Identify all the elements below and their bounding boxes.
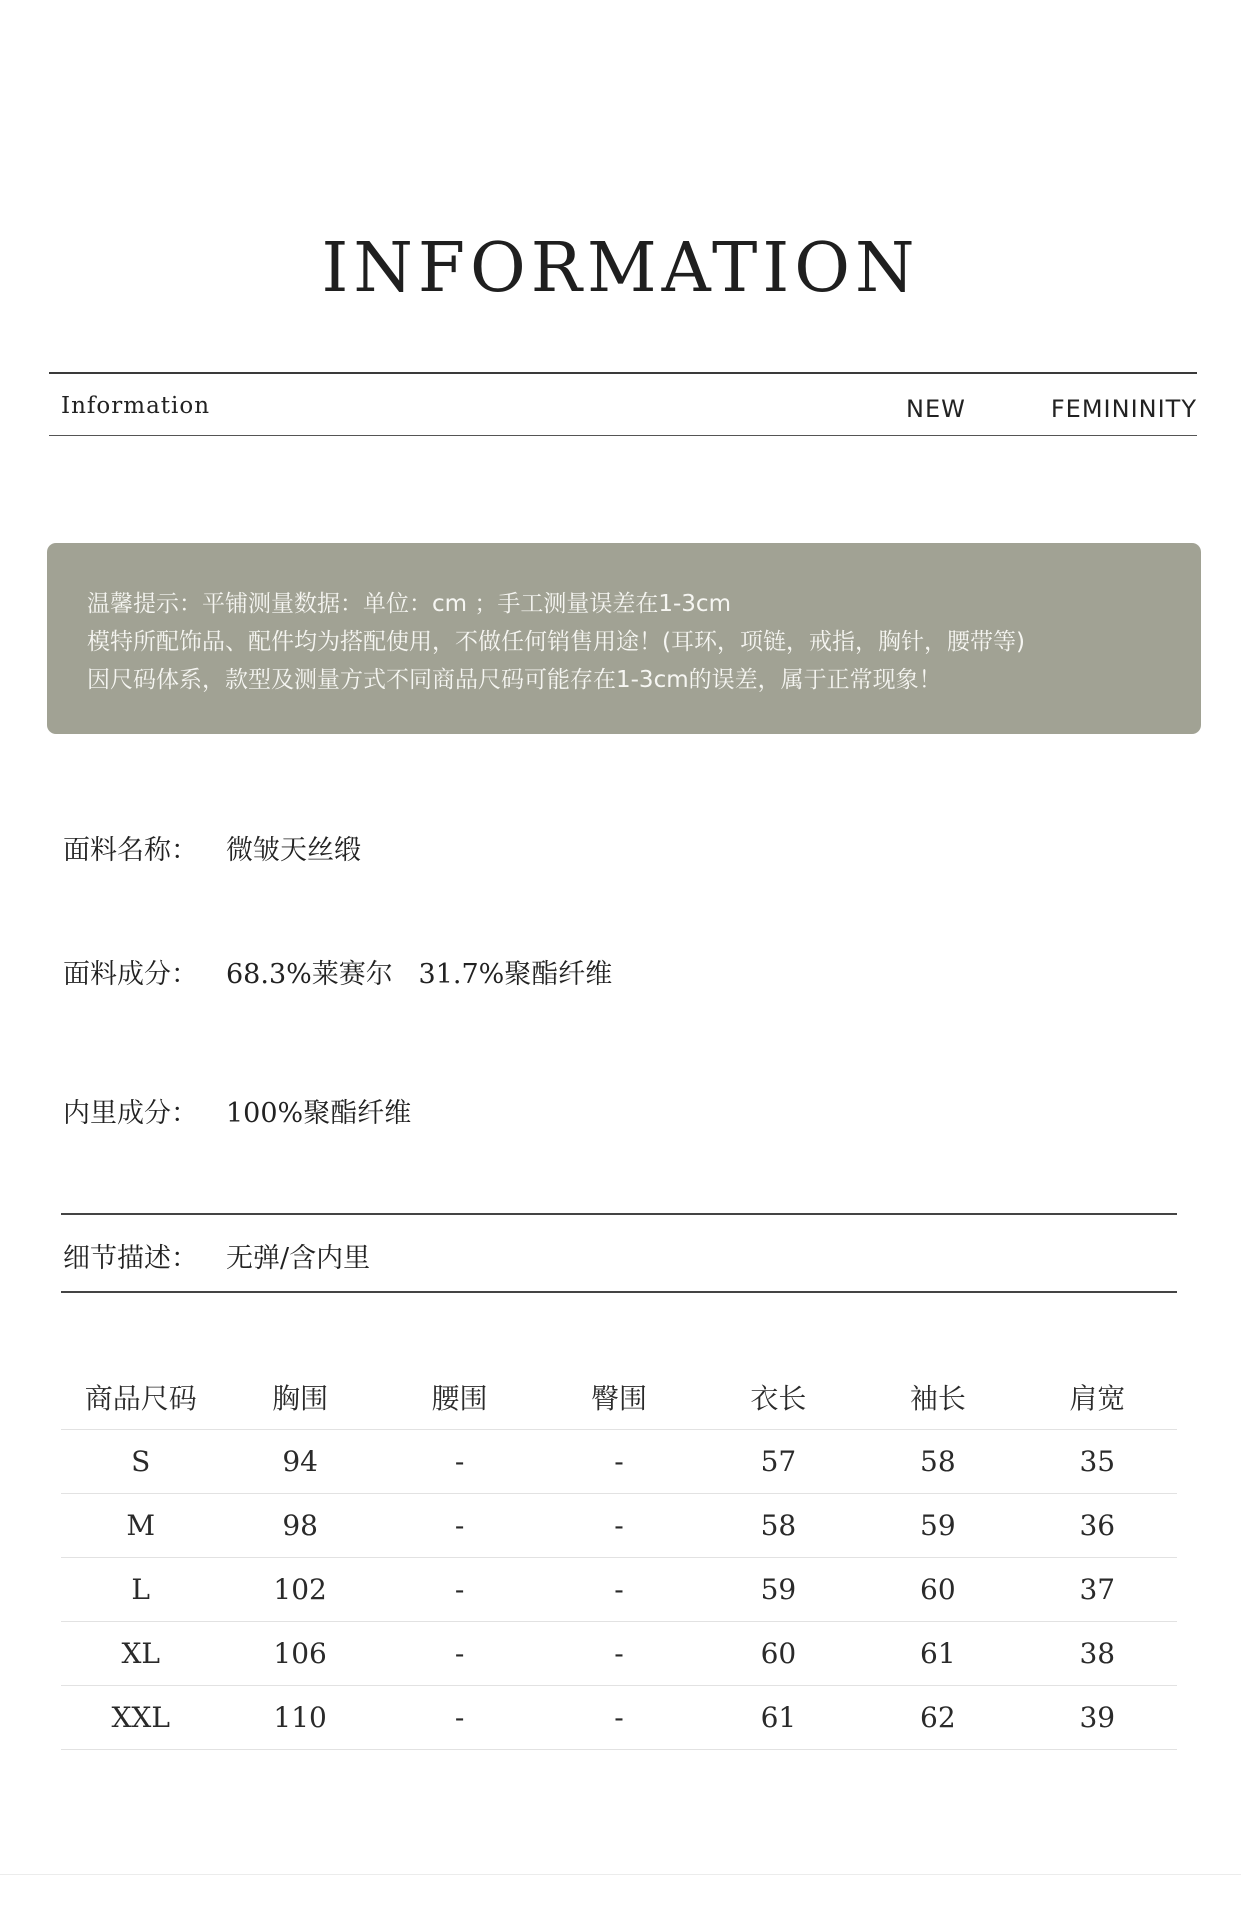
cell-waist: - (380, 1494, 539, 1558)
spec-value: 无弹/含内里 (226, 1243, 371, 1274)
cell-hip: - (539, 1686, 698, 1750)
spec-lining-composition (63, 1091, 411, 1130)
header-sleeve: 袖长 (858, 1365, 1017, 1430)
spec-fabric-composition (63, 952, 612, 991)
cell-hip: - (539, 1430, 698, 1494)
cell-length: 61 (699, 1686, 858, 1750)
header-information-label: Information (61, 393, 211, 419)
cell-shoulder: 39 (1018, 1686, 1177, 1750)
notice-line-3: 因尺码体系，款型及测量方式不同商品尺码可能存在1-3cm的误差，属于正常现象！ (87, 667, 942, 693)
cell-waist: - (380, 1622, 539, 1686)
header-hip: 臀围 (539, 1365, 698, 1430)
spec-fabric-name (63, 828, 361, 867)
cell-shoulder: 36 (1018, 1494, 1177, 1558)
cell-chest: 94 (220, 1430, 379, 1494)
cell-length: 58 (699, 1494, 858, 1558)
cell-shoulder: 38 (1018, 1622, 1177, 1686)
table-row (61, 1430, 1177, 1494)
header-new-label: NEW (906, 395, 966, 423)
table-row (61, 1558, 1177, 1622)
cell-waist: - (380, 1430, 539, 1494)
spec-label: 内里成分： (63, 1098, 198, 1129)
cell-sleeve: 59 (858, 1494, 1017, 1558)
cell-size: S (61, 1430, 220, 1494)
notice-box (47, 543, 1201, 734)
table-header-row (61, 1365, 1177, 1430)
header-top-divider (49, 372, 1197, 374)
header-femininity-label: FEMININITY (1050, 395, 1197, 423)
cell-chest: 102 (220, 1558, 379, 1622)
cell-chest: 110 (220, 1686, 379, 1750)
header-bottom-divider (49, 435, 1197, 436)
cell-hip: - (539, 1558, 698, 1622)
cell-sleeve: 58 (858, 1430, 1017, 1494)
table-row (61, 1686, 1177, 1750)
header-waist: 腰围 (380, 1365, 539, 1430)
cell-hip: - (539, 1622, 698, 1686)
cell-waist: - (380, 1558, 539, 1622)
spec-value: 微皱天丝缎 (226, 835, 361, 866)
spec-details (63, 1236, 370, 1275)
spec-value: 100%聚酯纤维 (226, 1098, 412, 1129)
table-row (61, 1622, 1177, 1686)
cell-sleeve: 60 (858, 1558, 1017, 1622)
size-table (61, 1365, 1177, 1750)
cell-shoulder: 35 (1018, 1430, 1177, 1494)
spec-label: 细节描述： (63, 1243, 198, 1274)
spec-label: 面料成分： (63, 959, 198, 990)
cell-sleeve: 61 (858, 1622, 1017, 1686)
cell-length: 59 (699, 1558, 858, 1622)
page-end-divider (0, 1874, 1241, 1875)
cell-shoulder: 37 (1018, 1558, 1177, 1622)
header-length: 衣长 (699, 1365, 858, 1430)
header-size: 商品尺码 (61, 1365, 220, 1430)
cell-chest: 98 (220, 1494, 379, 1558)
cell-size: L (61, 1558, 220, 1622)
cell-length: 60 (699, 1622, 858, 1686)
notice-line-1: 温馨提示：平铺测量数据：单位：cm ；手工测量误差在1-3cm (87, 591, 731, 617)
details-top-divider (61, 1213, 1177, 1215)
cell-length: 57 (699, 1430, 858, 1494)
spec-label: 面料名称： (63, 835, 198, 866)
cell-size: M (61, 1494, 220, 1558)
cell-hip: - (539, 1494, 698, 1558)
cell-waist: - (380, 1686, 539, 1750)
cell-sleeve: 62 (858, 1686, 1017, 1750)
header-shoulder: 肩宽 (1018, 1365, 1177, 1430)
spec-value: 68.3%莱赛尔 31.7%聚酯纤维 (226, 959, 613, 990)
details-bottom-divider (61, 1291, 1177, 1293)
cell-chest: 106 (220, 1622, 379, 1686)
table-row (61, 1494, 1177, 1558)
cell-size: XL (61, 1622, 220, 1686)
page-title: INFORMATION (321, 229, 920, 308)
notice-line-2: 模特所配饰品、配件均为搭配使用，不做任何销售用途！(耳环，项链，戒指，胸针，腰带等) (87, 629, 1025, 655)
header-chest: 胸围 (220, 1365, 379, 1430)
cell-size: XXL (61, 1686, 220, 1750)
